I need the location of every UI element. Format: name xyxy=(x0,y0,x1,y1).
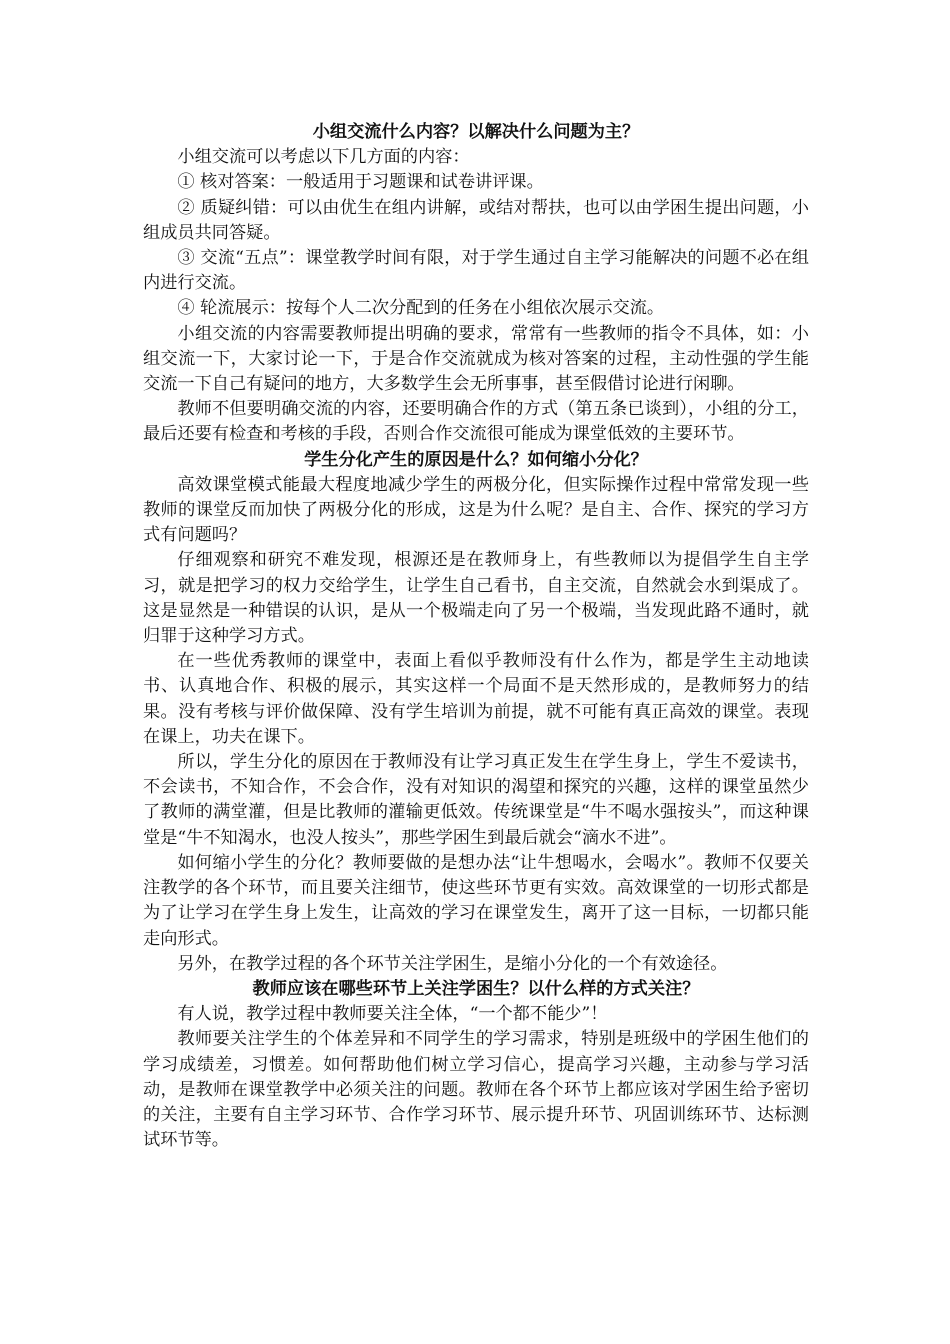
paragraph: ③ 交流“五点”：课堂教学时间有限，对于学生通过自主学习能解决的问题不必在组内进行交流。 xyxy=(143,248,809,294)
paragraph: ② 质疑纠错：可以由优生在组内讲解，或结对帮扶，也可以由学困生提出问题，小组成员共同答疑。 xyxy=(143,197,809,243)
section-heading: 教师应该在哪些环节上关注学困生？以什么样的方式关注？ xyxy=(252,978,700,999)
paragraph: 教师不但要明确交流的内容，还要明确合作的方式（第五条已谈到），小组的分工，最后还要有检查和考核的手段，否则合作交流很可能成为课堂低效的主要环节。 xyxy=(143,399,809,445)
paragraph: 在一些优秀教师的课堂中，表面上看似乎教师没有什么作为，都是学生主动地读书、认真地合作、积极的展示，其实这样一个局面不是天然形成的，是教师努力的结果。没有考核与评价做保障、没有学生培训为前提，就不可能有真正高效的课堂。表现在课上，功夫在课下。 xyxy=(143,651,809,747)
section-heading: 小组交流什么内容？以解决什么问题为主？ xyxy=(312,122,640,142)
document-page xyxy=(143,120,809,1153)
paragraph: 仔细观察和研究不难发现，根源还是在教师身上，有些教师以为提倡学生自主学习，就是把学习的权力交给学生，让学生自己看书，自主交流，自然就会水到渠成了。这是显然是一种错误的认识，是从一个极端走向了另一个极端，当发现此路不通时，就归罪于这种学习方式。 xyxy=(143,550,809,647)
paragraph: 小组交流的内容需要教师提出明确的要求，常常有一些教师的指令不具体，如：小组交流一下，大家讨论一下，于是合作交流就成为核对答案的过程，主动性强的学生能交流一下自己有疑问的地方，大多数学生会无所事事，甚至假借讨论进行闲聊。 xyxy=(143,323,809,395)
paragraph: 如何缩小学生的分化？教师要做的是想办法“让牛想喝水，会喝水”。教师不仅要关注教学的各个环节，而且要关注细节，使这些环节更有实效。高效课堂的一切形式都是为了让学习在学生身上发生，让高效的学习在课堂发生，离开了这一目标，一切都只能走向形式。 xyxy=(143,852,809,949)
section-heading: 学生分化产生的原因是什么？如何缩小分化？ xyxy=(304,449,648,470)
paragraph: 有人说，教学过程中教师要关注全体，“一个都不能少”！ xyxy=(177,1004,608,1025)
paragraph: 高效课堂模式能最大程度地减少学生的两极分化，但实际操作过程中常常发现一些教师的课堂反而加快了两极分化的形成，这是为什么呢？是自主、合作、探究的学习方式有问题吗？ xyxy=(143,474,809,546)
section-group-exchange xyxy=(143,120,809,448)
section-struggling-students xyxy=(143,977,809,1153)
paragraph: ④ 轮流展示：按每个人二次分配到的任务在小组依次展示交流。 xyxy=(177,298,665,319)
paragraph: ① 核对答案：一般适用于习题课和试卷讲评课。 xyxy=(177,172,544,193)
paragraph: 小组交流可以考虑以下几方面的内容： xyxy=(177,147,470,168)
paragraph: 另外，在教学过程的各个环节关注学困生，是缩小分化的一个有效途径。 xyxy=(177,953,728,974)
paragraph: 教师要关注学生的个体差异和不同学生的学习需求，特别是班级中的学困生他们的学习成绩差，习惯差。如何帮助他们树立学习信心，提高学习兴趣，主动参与学习活动，是教师在课堂教学中必须关注的问题。教师在各个环节上都应该对学困生给予密切的关注，主要有自主学习环节、合作学习环节、展示提升环节、巩固训练环节、达标测试环节等。 xyxy=(143,1029,809,1151)
paragraph: 所以，学生分化的原因在于教师没有让学习真正发生在学生身上，学生不爱读书，不会读书，不知合作，不会合作，没有对知识的渴望和探究的兴趣，这样的课堂虽然少了教师的满堂灌，但是比教师的灌输更低效。传统课堂是“牛不喝水强按头”，而这种课堂是“牛不知渴水，也没人按头”，那些学困生到最后就会“滴水不进”。 xyxy=(143,752,809,848)
section-student-differentiation xyxy=(143,448,809,977)
